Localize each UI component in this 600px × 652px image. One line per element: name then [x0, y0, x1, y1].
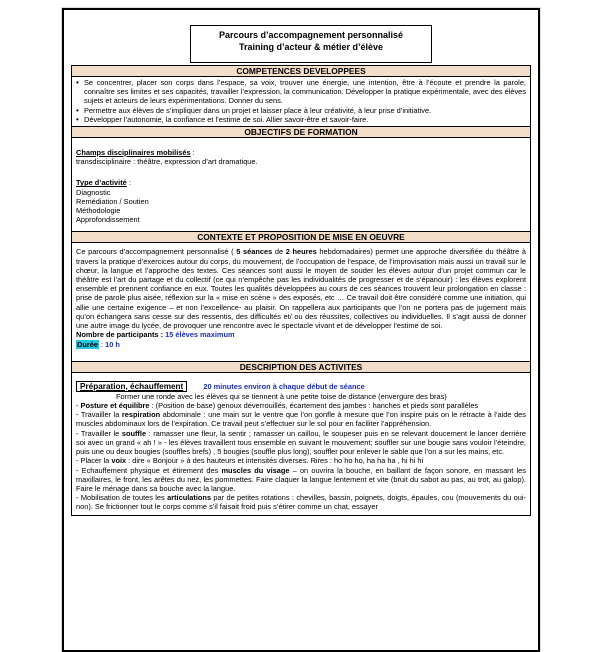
objectifs-heading: OBJECTIFS DE FORMATION: [72, 126, 530, 138]
champs-row: [76, 148, 526, 157]
participants-label: Nombre de participants :: [76, 330, 166, 340]
item-bold: articulations: [167, 493, 212, 503]
item-bold: respiration: [121, 410, 161, 420]
item-lead: -: [76, 401, 81, 411]
champs-label: Champs disciplinaires mobilisés: [76, 148, 191, 158]
activites-block: [72, 373, 530, 515]
seances-count: 5 séances: [236, 247, 273, 257]
title-line-1: Parcours d’accompagnement personnalisé: [218, 30, 404, 40]
contexte-block: [72, 243, 530, 360]
activite-item: [76, 410, 526, 428]
item-text: : ramasser une fleur, la sentir ; ramasser un caillou, le soupeser puis en se relevant doucement le lancer derrière soi avec un grand « ah ! » - les élèves travaillent tous ensemble en suivant le mouvement; souffler sur une bougie sans vouloir l’éteindre, puis une ou deux bougies (souffles brefs) , 5 bougies (souffle plus long), souffler pour enlever le sable que l’on a sur les mains, etc.: [76, 428, 526, 457]
item-lead: - Mobilisation de toutes les: [76, 493, 168, 503]
activite-item: [76, 493, 526, 511]
activite-item: [76, 466, 526, 494]
item-lead: - Echauffement physique et étirement des: [76, 465, 222, 475]
activite-item: [76, 429, 526, 457]
item-lead: - Travailler la: [76, 410, 122, 420]
activite-item: [76, 401, 526, 410]
item-lead: - Placer la: [76, 456, 112, 466]
item-text: : dire « Bonjour » à des hauteurs et intensités diverses. Rires : ho ho ho, ha ha ha , hi hi hi: [126, 456, 424, 466]
type-item: Approfondissement: [76, 215, 140, 225]
competences-heading: COMPETENCES DEVELOPPEES: [72, 66, 530, 77]
type-sep: :: [126, 178, 131, 188]
type-item: Remédiation / Soutien: [76, 196, 149, 206]
title-box: [190, 25, 432, 63]
item-bold: muscles du visage: [221, 465, 290, 475]
item-bold: souffle: [121, 428, 147, 438]
prep-time: 20 minutes environ à chaque début de séance: [203, 381, 365, 391]
type-item: Méthodologie: [76, 206, 121, 216]
activite-item: [76, 456, 526, 465]
competence-item: • Développer l’autonomie, la confiance et l’estime de soi. Allier savoir-être et savoir-faire.: [76, 115, 526, 124]
activites-intro: Former une ronde avec les élèves qui se tiennent à une petite toise de distance (envergure des bras): [116, 391, 447, 401]
item-bold: Posture et équilibre: [80, 401, 150, 411]
participants-row: [76, 330, 526, 339]
content-frame: [71, 65, 531, 516]
participants-value: 15 élèves maximum: [165, 330, 235, 340]
title-line-2: Training d’acteur & métier d’élève: [238, 42, 384, 52]
contexte-heading: CONTEXTE ET PROPOSITION DE MISE EN OEUVRE: [72, 231, 530, 243]
type-item: Diagnostic: [76, 187, 111, 197]
competence-item: • Permettre aux élèves de s’impliquer dans un projet et laisser place à leur créativité, à leur prise d’initiative.: [76, 106, 526, 115]
type-label: Type d’activité: [76, 178, 127, 188]
champs-sep: :: [190, 148, 195, 158]
prep-label: Préparation, échauffement: [76, 381, 187, 392]
duree-label: Durée: [77, 340, 98, 350]
duree-row: [76, 340, 526, 349]
activites-heading: DESCRIPTION DES ACTIVITES: [72, 361, 530, 373]
competences-list: [72, 77, 530, 126]
prep-row: [76, 381, 526, 392]
objectifs-block: [72, 138, 530, 231]
competence-item: • Se concentrer, placer son corps dans l’espace, sa voix, trouver une énergie, une intention, être à l’écoute et prendre la parole, connaître ses limites et ses capacités, travailler l’expression, la communication. Développer la pratique expérimentale, avec des élèves sujets et acteurs de leurs expérimentations. Donner du sens.: [76, 78, 526, 106]
champs-value: transdisciplinaire : théâtre, expression d’art dramatique.: [76, 157, 258, 167]
seance-duration: 2 heures: [285, 247, 317, 257]
item-text: – on ouvrira la bouche, en baillant de façon sonore, en massant les maxillaires, le front, les arêtes du nez, les pommettes. Faire claquer la langue lentement et vite (bruit du sabot au pas, au trot, au galop). Faire le ménage dans sa bouche avec la langue.: [76, 465, 526, 493]
duree-sep: :: [98, 340, 106, 350]
item-bold: voix: [111, 456, 127, 466]
item-text: par de petites rotations : chevilles, bassin, poignets, doigts, épaules, cou (mouvements du oui-non). Se frictionner tout le corps comme s’il faisait froid puis s’étirer comme un chat, essayer: [76, 493, 526, 512]
contexte-text: Ce parcours d’accompagnement personnalisé (: [76, 247, 237, 257]
document-page: [62, 8, 540, 652]
contexte-text: de: [272, 247, 286, 257]
duree-value: 10 h: [105, 340, 120, 350]
contexte-text: hebdomadaires) permet une approche diversifiée du théâtre à travers la pratique d’exercices autour du corps, du mouvement, de l’occupation de l’espace, de l’improvisation mais aussi un travail sur le chœur, la langue et l’approche des textes. Ces séances sont aussi le moyen de souder les élèves autour d’un projet commun car le théâtre est l’art du partage et du collectif (ce qui n’empêche pas les individualités de progresser et de s’épanouir) : les élèves explorent ensemble et prennent confiance en eux. Toutes les qualités développées au cours de ces séances trouvent leur prolongation en classe : prise de parole plus aisée, réflexion sur la « mise en scène » des exposés, etc … Ce travail doit être considéré comme une initiation, qui allie une certaine exigence – et non l’excellence- au plaisir. On rappellera aux participants que l’on ne portera pas de jugement mais qu’on échangera sans cesse sur des ressentis, des difficultés et/ ou des réussites, collectives ou individuelles. Il s’agit aussi de donner une autre image du lycée, de provoquer une rencontre avec le spectacle vivant et de développer l’estime de soi.: [76, 247, 527, 331]
item-text: : (Position de base) genoux déverrouillés, écartement des jambes : hanches et pieds sont parallèles: [149, 401, 479, 411]
type-row: [76, 178, 526, 187]
contexte-paragraph: [76, 247, 526, 330]
item-text: abdominale : une main sur le ventre que l’on gonfle à mesure que l’on inspire puis on le rétracte à l’aide des muscles abdominaux lors de l’expiration. Ce travail peut s’effectuer sur le sol pour en faciliter l’appréhension.: [76, 410, 526, 429]
item-lead: - Travailler le: [76, 428, 122, 438]
